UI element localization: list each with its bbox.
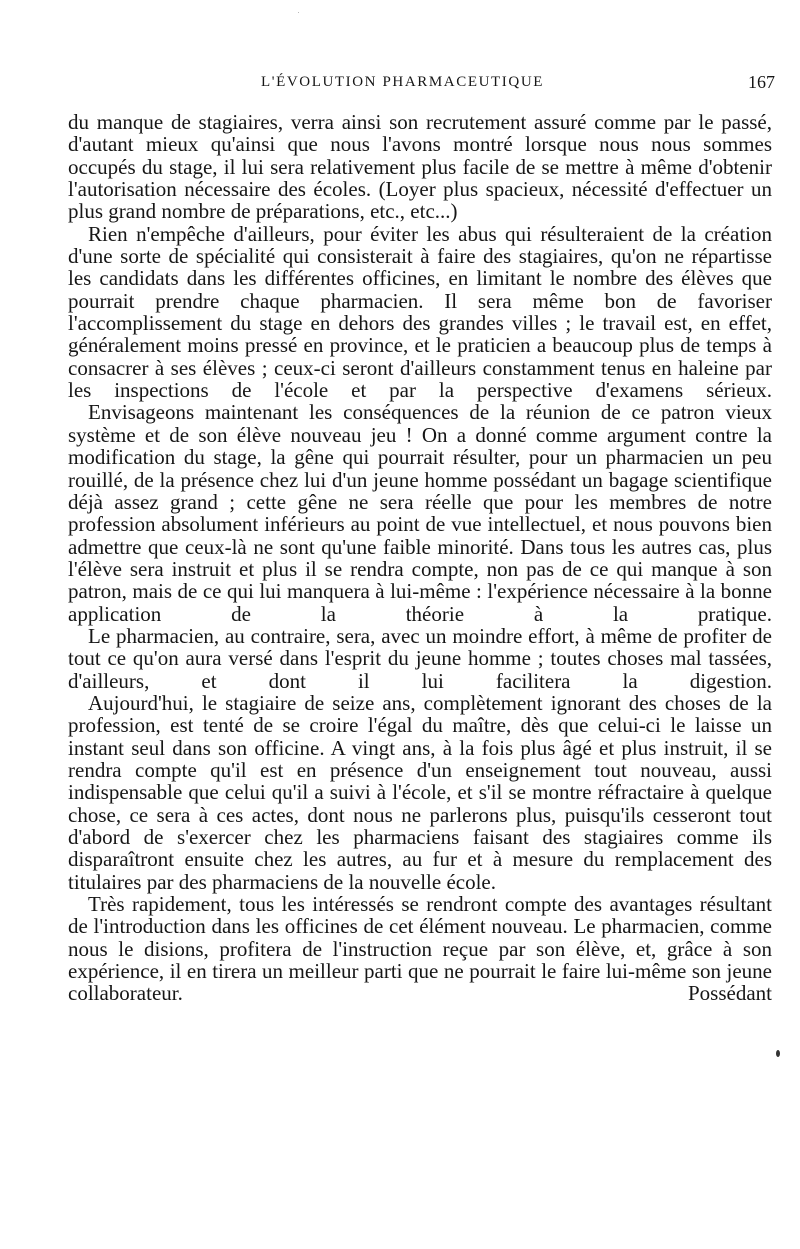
paragraph-rien: Rien n'empêche d'ailleurs, pour éviter les abus qui résulteraient de la création d'une sorte de spécialité qui consisterait à faire des stagiaires, qu'on ne répartisse les candidats dans les différentes officines, en limitant le nombre des élèves que pourrait prendre chaque pharmacien. Il sera même bon de favoriser l'accomplissement du stage en dehors des grandes villes ; le travail est, en effet, généralement moins pressé en province, et le praticien a beaucoup plus de temps à consacrer à ses élèves ; ceux-ci seront d'ailleurs constamment tenus en haleine par les inspections de l'école et par la perspective d'examens sérieux.	[68, 221, 772, 403]
paragraph-aujourdhui: Aujourd'hui, le stagiaire de seize ans, complètement ignorant des choses de la profession, est tenté de se croire l'égal du maître, dès que celui-ci le laisse un instant seul dans son officine. A vingt ans, à la fois plus âgé et plus instruit, il se rendra compte qu'il est en présence d'un enseignement tout nouveau, aussi indispensable que celui qu'il a suivi à l'école, et s'il se montre réfractaire à quelque chose, ce sera à ces actes, dont nous ne parlerons plus, puisqu'ils cesseront tout d'abord de s'exercer chez les pharmaciens faisant des stagiaires comme ils disparaîtront ensuite chez les autres, au fur et à mesure du remplacement des titulaires par des pharmaciens de la nouvelle école.	[68, 690, 772, 894]
body-text	[68, 111, 772, 1005]
paragraph-pharmacien: Le pharmacien, au contraire, sera, avec un moindre effort, à même de profiter de tout ce qu'on aura versé dans l'esprit du jeune homme ; toutes choses mal tassées, d'ailleurs, et dont il lui facilitera la digestion.	[68, 623, 772, 693]
page-number: 167	[748, 72, 775, 92]
running-title: L'ÉVOLUTION PHARMACEUTIQUE	[261, 74, 545, 90]
paragraph-tres: Très rapidement, tous les intéressés se rendront compte des avantages résultant de l'introduction dans les officines de cet élément nouveau. Le pharmacien, comme nous le disions, profitera de l'instruction reçue par son élève, et, grâce à son expérience, il en tirera un meilleur parti que ne pourrait le faire lui-même son jeune collaborateur. Possédant	[68, 892, 772, 1006]
paragraph-envisageons: Envisageons maintenant les conséquences de la réunion de ce patron vieux système et de son élève nouveau jeu ! On a donné comme argument contre la modification du stage, la gêne qui pourrait résulter, pour un pharmacien un peu rouillé, de la présence chez lui d'un jeune homme possédant un bagage scientifique déjà assez grand ; cette gêne ne sera réelle que pour les membres de notre profession absolument inférieurs au point de vue intellectuel, et nous pouvons bien admettre que ceux-là ne sont qu'une faible minorité. Dans tous les autres cas, plus l'élève sera instruit et plus il se rendra compte, non pas de ce qui manque à son patron, mais de ce qui lui manquera à lui-même : l'expérience nécessaire à la bonne application de la théorie à la pratique.	[68, 400, 772, 626]
ink-speck	[298, 12, 299, 13]
ink-speck	[776, 1050, 780, 1057]
running-header	[0, 74, 800, 98]
paragraph-continuation: du manque de stagiaires, verra ainsi son recrutement assuré comme par le passé, d'autant mieux qu'ainsi que nous l'avons montré lorsque nous nous sommes occupés du stage, il lui sera relativement plus facile de se mettre à même d'obtenir l'autorisation nécessaire des écoles. (Loyer plus spacieux, nécessité d'effectuer un plus grand nombre de préparations, etc., etc...)	[68, 110, 772, 224]
